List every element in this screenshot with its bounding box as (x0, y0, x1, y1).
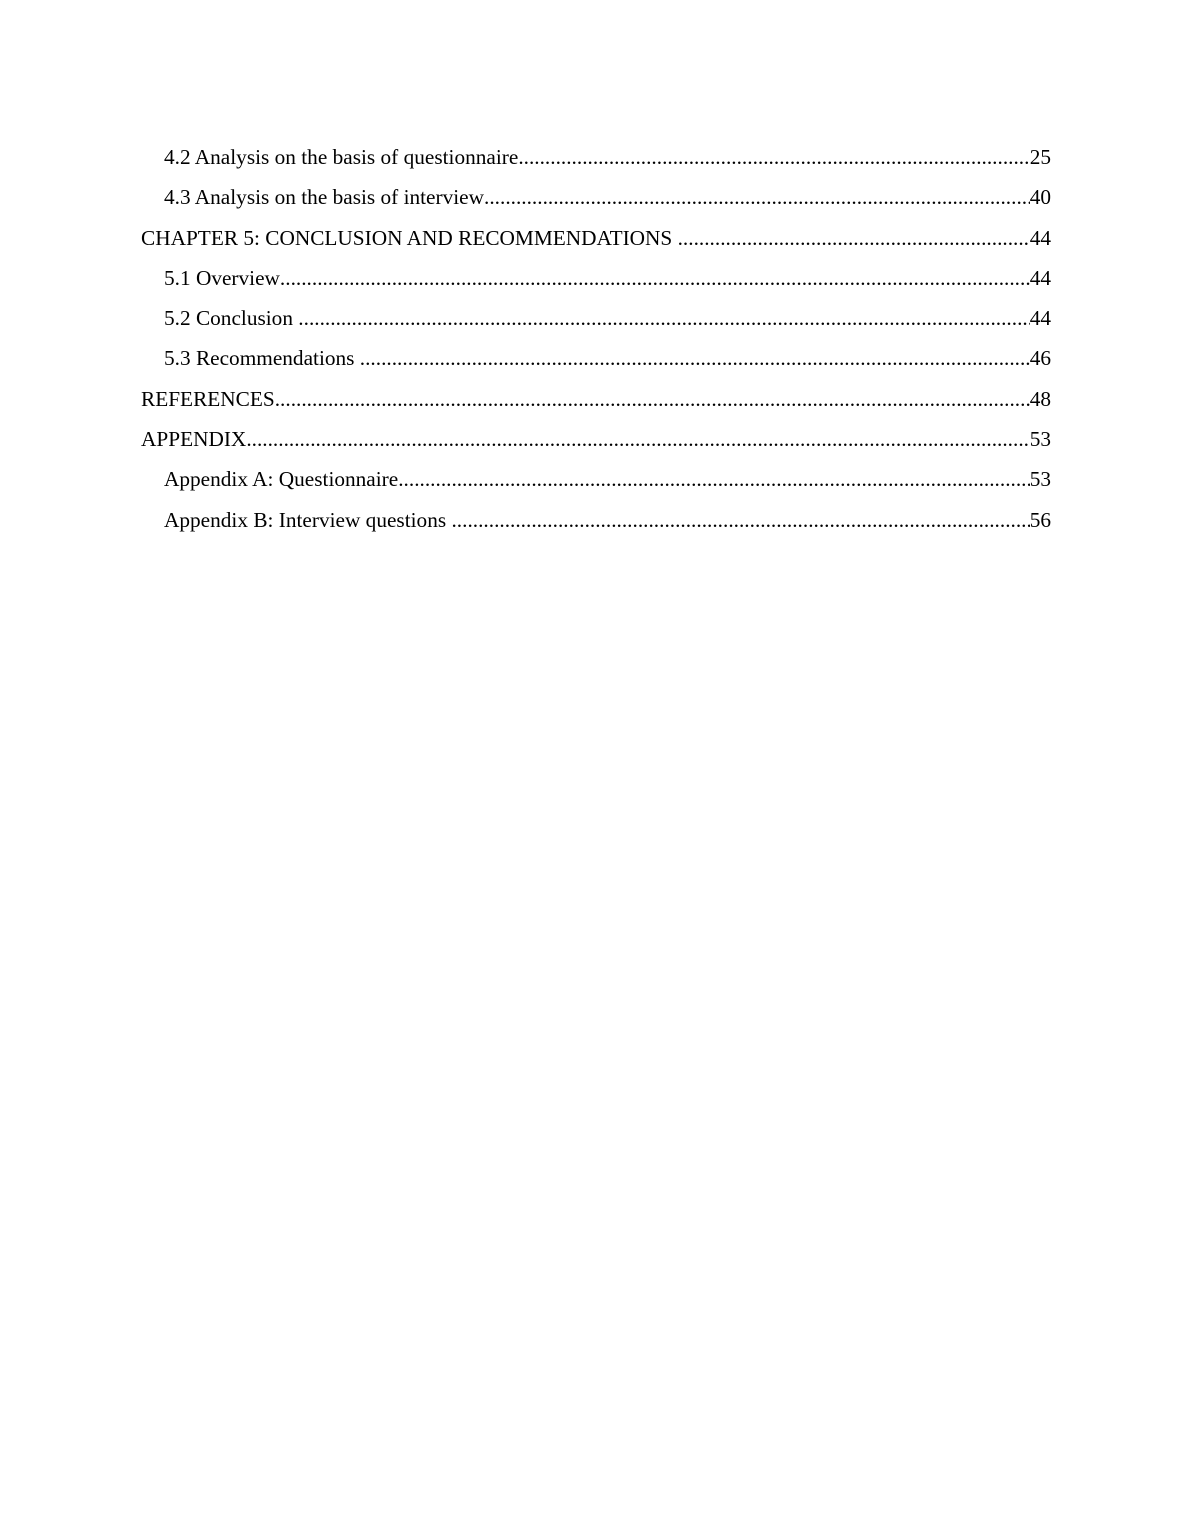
toc-entry-appendix-b[interactable] (141, 500, 1051, 540)
toc-entry-title: 4.2 Analysis on the basis of questionnaire (164, 145, 519, 169)
toc-entry-title: 5.1 Overview (164, 265, 280, 290)
toc-entry-4-2[interactable] (141, 137, 1051, 177)
toc-dot-leader (246, 419, 1029, 459)
toc-page-number: 46 (1029, 346, 1051, 371)
toc-entry-appendix-a[interactable] (141, 459, 1051, 499)
toc-entry-chapter-5[interactable] (141, 218, 1051, 258)
toc-entry-5-1[interactable] (141, 258, 1051, 298)
toc-dot-leader (678, 218, 1030, 258)
table-of-contents (141, 137, 1051, 540)
toc-entry-5-3[interactable] (141, 338, 1051, 378)
toc-page-number: 56 (1029, 507, 1051, 532)
toc-entry-4-3[interactable] (141, 177, 1051, 217)
toc-entry-title: APPENDIX (141, 427, 247, 452)
toc-entry-title: Appendix A: Questionnaire (164, 467, 399, 492)
toc-page-number: 44 (1029, 265, 1051, 290)
toc-entry-appendix[interactable] (141, 419, 1051, 459)
toc-entry-title: 5.2 Conclusion (164, 306, 299, 331)
toc-page-number: 53 (1029, 467, 1051, 492)
toc-dot-leader (518, 137, 1029, 177)
toc-page-number: 53 (1029, 427, 1051, 452)
toc-entry-5-2[interactable] (141, 298, 1051, 338)
toc-entry-title: 4.3 Analysis on the basis of interview (164, 185, 485, 210)
toc-entry-title: CHAPTER 5: CONCLUSION AND RECOMMENDATIONS (141, 225, 678, 250)
toc-dot-leader (298, 298, 1029, 338)
toc-entry-title: REFERENCES (141, 386, 275, 411)
toc-dot-leader (484, 177, 1030, 217)
toc-entry-title: 5.3 Recommendations (164, 346, 360, 371)
toc-dot-leader (398, 459, 1029, 499)
toc-entry-references[interactable] (141, 379, 1051, 419)
toc-dot-leader (280, 258, 1030, 298)
toc-page-number: 44 (1029, 306, 1051, 331)
toc-page-number: 48 (1029, 386, 1051, 411)
toc-dot-leader (360, 338, 1030, 378)
toc-page-number: 40 (1029, 185, 1051, 210)
toc-page-number: 44 (1029, 225, 1051, 250)
toc-page-number: 25 (1029, 145, 1051, 169)
toc-dot-leader (451, 500, 1029, 540)
toc-entry-title: Appendix B: Interview questions (164, 507, 452, 532)
toc-dot-leader (275, 379, 1030, 419)
